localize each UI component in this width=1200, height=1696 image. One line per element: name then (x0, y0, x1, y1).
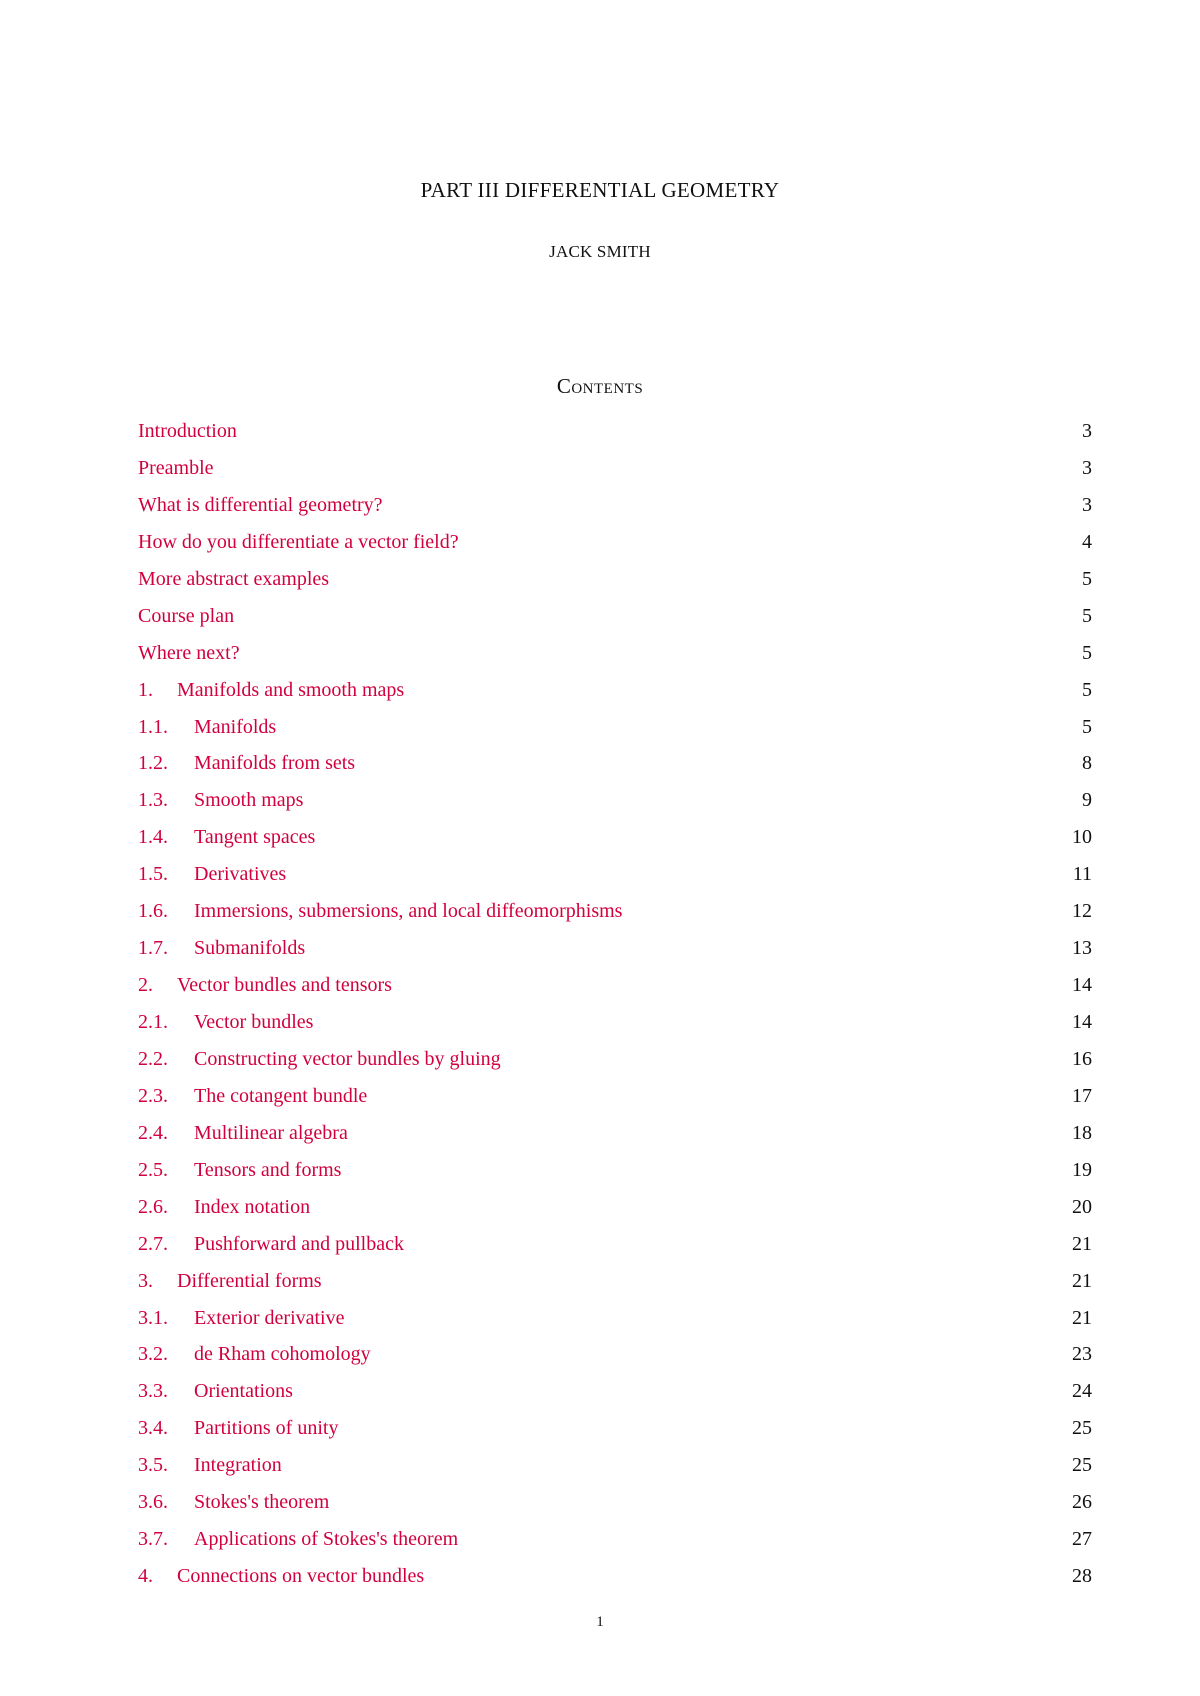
toc-entry-page-number: 16 (1072, 1047, 1092, 1070)
toc-entry-link[interactable]: Index notation (194, 1195, 311, 1218)
toc-entry[interactable] (138, 1196, 1092, 1233)
toc-entry[interactable] (138, 1233, 1092, 1270)
toc-entry-link[interactable]: Integration (194, 1454, 282, 1477)
toc-entry-page-number: 5 (1082, 715, 1092, 738)
toc-entry-number: 3.4. (138, 1417, 168, 1440)
toc-heading: Contents (556, 374, 644, 398)
table-of-contents (138, 420, 1092, 1602)
toc-entry-link[interactable]: Exterior derivative (194, 1306, 345, 1329)
toc-entry-link[interactable]: More abstract examples (138, 567, 330, 590)
toc-entry[interactable] (138, 679, 1092, 716)
toc-entry[interactable] (138, 420, 1092, 457)
page-number: 1 (596, 1614, 604, 1630)
toc-entry-link[interactable]: The cotangent bundle (194, 1084, 368, 1107)
toc-entry-link[interactable]: Partitions of unity (194, 1417, 339, 1440)
toc-entry[interactable] (138, 642, 1092, 679)
toc-entry[interactable] (138, 1343, 1092, 1380)
toc-entry[interactable] (138, 863, 1092, 900)
toc-entry-number: 2. (138, 974, 153, 997)
toc-entry-page-number: 8 (1082, 752, 1092, 775)
toc-entry-link[interactable]: Vector bundles (194, 1011, 314, 1033)
toc-entry-link[interactable]: Tensors and forms (194, 1158, 342, 1181)
toc-entry[interactable] (138, 494, 1092, 531)
toc-entry-page-number: 4 (1082, 530, 1092, 553)
toc-entry-number: 1.1. (138, 715, 168, 738)
toc-entry-link[interactable]: Stokes's theorem (194, 1491, 330, 1514)
toc-entry[interactable] (138, 531, 1092, 568)
toc-entry-link[interactable]: Submanifolds (194, 937, 306, 960)
toc-entry[interactable] (138, 568, 1092, 605)
toc-entry-number: 2.5. (138, 1158, 168, 1181)
toc-entry-page-number: 9 (1082, 789, 1092, 812)
toc-entry-page-number: 19 (1072, 1158, 1092, 1181)
toc-entry-link[interactable]: Immersions, submersions, and local diffeomorphisms (194, 900, 623, 923)
toc-entry[interactable] (138, 1380, 1092, 1417)
toc-entry[interactable] (138, 1565, 1092, 1602)
toc-entry-link[interactable]: Applications of Stokes's theorem (194, 1528, 459, 1551)
toc-entry-page-number: 3 (1082, 420, 1092, 442)
toc-entry-page-number: 3 (1082, 456, 1092, 479)
toc-entry-link[interactable]: Differential forms (177, 1269, 322, 1292)
toc-entry-number: 1.6. (138, 900, 168, 923)
toc-entry-number: 1. (138, 678, 153, 701)
toc-entry[interactable] (138, 1270, 1092, 1307)
toc-entry-number: 1.4. (138, 826, 168, 849)
toc-entry-link[interactable]: Orientations (194, 1380, 293, 1403)
toc-entry-page-number: 17 (1072, 1084, 1092, 1107)
toc-entry[interactable] (138, 1048, 1092, 1085)
toc-entry-page-number: 25 (1072, 1417, 1092, 1440)
toc-entry-number: 4. (138, 1565, 153, 1588)
toc-entry-number: 2.4. (138, 1121, 168, 1144)
toc-entry-link[interactable]: Where next? (138, 641, 240, 664)
toc-entry-number: 1.7. (138, 937, 168, 960)
toc-entry[interactable] (138, 1454, 1092, 1491)
toc-entry-page-number: 21 (1072, 1269, 1092, 1292)
toc-entry-link[interactable]: What is differential geometry? (138, 493, 383, 516)
toc-entry-page-number: 5 (1082, 604, 1092, 627)
toc-entry-page-number: 13 (1072, 937, 1092, 960)
toc-entry[interactable] (138, 1417, 1092, 1454)
toc-entry-number: 3.6. (138, 1491, 168, 1514)
toc-entry-page-number: 26 (1072, 1491, 1092, 1514)
toc-entry-link[interactable]: Tangent spaces (194, 826, 316, 849)
toc-entry-number: 2.3. (138, 1084, 168, 1107)
toc-entry[interactable] (138, 1011, 1092, 1048)
toc-entry-page-number: 5 (1082, 641, 1092, 664)
toc-entry-page-number: 14 (1072, 974, 1092, 997)
toc-entry[interactable] (138, 752, 1092, 789)
toc-entry-number: 3.3. (138, 1380, 168, 1403)
toc-entry-number: 2.2. (138, 1047, 168, 1070)
toc-entry-link[interactable]: How do you differentiate a vector field? (138, 530, 459, 553)
toc-entry[interactable] (138, 1122, 1092, 1159)
toc-entry-link[interactable]: Pushforward and pullback (194, 1232, 404, 1255)
toc-entry-link[interactable]: Derivatives (194, 863, 287, 886)
toc-entry[interactable] (138, 900, 1092, 937)
toc-entry-number: 3.2. (138, 1343, 168, 1366)
toc-entry-link[interactable]: Manifolds and smooth maps (177, 678, 405, 701)
toc-entry[interactable] (138, 1159, 1092, 1196)
toc-entry[interactable] (138, 716, 1092, 753)
toc-entry-page-number: 28 (1072, 1565, 1092, 1588)
toc-entry-number: 3.5. (138, 1454, 168, 1477)
toc-entry[interactable] (138, 1528, 1092, 1565)
toc-entry-link[interactable]: Vector bundles and tensors (177, 974, 392, 997)
toc-entry-page-number: 5 (1082, 567, 1092, 590)
toc-entry-page-number: 5 (1082, 678, 1092, 701)
toc-entry-page-number: 27 (1072, 1528, 1092, 1551)
toc-entry-number: 2.7. (138, 1232, 168, 1255)
toc-entry-link[interactable]: Smooth maps (194, 789, 304, 812)
toc-entry-page-number: 20 (1072, 1195, 1092, 1218)
toc-entry[interactable] (138, 974, 1092, 1011)
toc-entry-number: 1.2. (138, 752, 168, 775)
toc-entry-link[interactable]: Introduction (138, 420, 237, 442)
toc-entry[interactable] (138, 1085, 1092, 1122)
toc-entry[interactable] (138, 457, 1092, 494)
toc-entry-number: 3. (138, 1269, 153, 1292)
toc-entry-page-number: 18 (1072, 1121, 1092, 1144)
toc-entry-link[interactable]: Connections on vector bundles (177, 1565, 425, 1588)
toc-entry[interactable] (138, 1491, 1092, 1528)
toc-entry-page-number: 12 (1072, 900, 1092, 923)
toc-entry-link[interactable]: Constructing vector bundles by gluing (194, 1047, 501, 1070)
toc-entry-page-number: 3 (1082, 493, 1092, 516)
toc-entry-page-number: 23 (1072, 1343, 1092, 1366)
toc-entry-number: 3.7. (138, 1528, 168, 1551)
toc-entry-page-number: 21 (1072, 1232, 1092, 1255)
toc-entry-page-number: 11 (1072, 863, 1092, 886)
toc-entry-page-number: 21 (1072, 1306, 1092, 1329)
toc-entry-page-number: 24 (1072, 1380, 1092, 1403)
toc-entry-link[interactable]: Multilinear algebra (194, 1121, 348, 1144)
toc-entry[interactable] (138, 826, 1092, 863)
toc-entry-link[interactable]: Course plan (138, 604, 235, 627)
toc-entry-link[interactable]: Manifolds from sets (194, 752, 356, 775)
toc-entry-link[interactable]: Preamble (138, 456, 214, 479)
toc-entry-page-number: 10 (1072, 826, 1092, 849)
toc-entry[interactable] (138, 1307, 1092, 1344)
toc-entry-link[interactable]: Manifolds (194, 715, 277, 738)
document-author: JACK SMITH (549, 242, 651, 261)
toc-entry[interactable] (138, 605, 1092, 642)
toc-entry-number: 1.3. (138, 789, 168, 812)
toc-entry[interactable] (138, 789, 1092, 826)
toc-entry[interactable] (138, 937, 1092, 974)
toc-entry-number: 2.1. (138, 1011, 168, 1033)
document-title: PART III DIFFERENTIAL GEOMETRY (420, 178, 780, 202)
toc-entry-number: 3.1. (138, 1306, 168, 1329)
toc-entry-number: 1.5. (138, 863, 168, 886)
toc-entry-link[interactable]: de Rham cohomology (194, 1343, 371, 1366)
toc-entry-page-number: 14 (1072, 1011, 1092, 1033)
toc-entry-page-number: 25 (1072, 1454, 1092, 1477)
toc-entry-number: 2.6. (138, 1195, 168, 1218)
